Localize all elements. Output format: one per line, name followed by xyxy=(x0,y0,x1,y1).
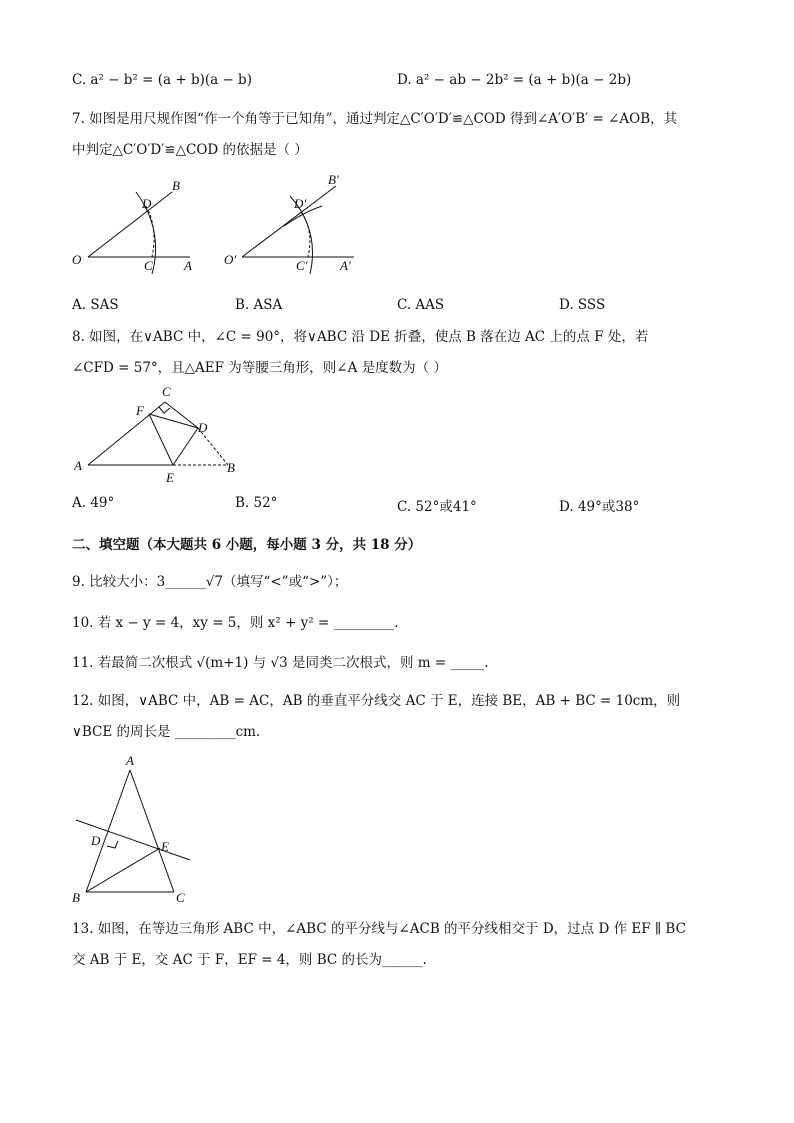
section-heading: 二、填空题（本大题共 6 小题，每小题 3 分，共 18 分） xyxy=(72,537,422,553)
q7-option-b: B. ASA xyxy=(235,297,283,313)
q10-text: 10. 若 x − y = 4，xy = 5，则 x² + y² = _________. xyxy=(72,615,399,631)
q7-fig1-label-c: C xyxy=(144,258,153,273)
q8-label-d: D xyxy=(198,420,208,435)
q6-option-d: D. a² − ab − 2b² = (a + b)(a − 2b) xyxy=(397,72,632,88)
q12-label-a: A xyxy=(126,753,134,768)
q12-label-b: B xyxy=(72,890,80,905)
q12-label-c: C xyxy=(176,890,185,905)
q12-text-line2: ∨BCE 的周长是 _________cm. xyxy=(72,724,261,740)
q8-option-d: D. 49°或38° xyxy=(559,499,640,515)
q7-fig2-label-a: A′ xyxy=(340,258,351,273)
q11-text: 11. 若最简二次根式 √(m+1) 与 √3 是同类二次根式，则 m = _____. xyxy=(72,655,489,671)
q6-option-c: C. a² − b² = (a + b)(a − b) xyxy=(72,72,252,88)
q12-text-line1: 12. 如图，∨ABC 中，AB = AC，AB 的垂直平分线交 AC 于 E，连接 BE，AB + BC = 10cm，则 xyxy=(72,693,681,709)
q7-text-line2: 中判定△C′O′D′≌△COD 的依据是（ ） xyxy=(72,142,308,158)
q7-fig2-label-c: C′ xyxy=(296,258,308,273)
q8-label-e: E xyxy=(166,470,174,485)
q8-label-b: B xyxy=(227,460,235,475)
q7-figure-2 xyxy=(222,170,372,280)
q7-fig2-label-o: O′ xyxy=(224,252,237,267)
q9-text: 9. 比较大小：3______√7（填写“<”或“>”）； xyxy=(72,574,348,590)
q8-text-line1: 8. 如图，在∨ABC 中，∠C = 90°，将∨ABC 沿 DE 折叠，使点 B 落在边 AC 上的点 F 处，若 xyxy=(72,329,649,345)
q7-fig1-label-d: D xyxy=(142,196,152,211)
q7-text-line1: 7. 如图是用尺规作图“作一个角等于已知角”，通过判定△C′O′D′≌△COD 得到∠A′O′B′ = ∠AOB，其 xyxy=(72,111,678,127)
q7-fig1-label-b: B xyxy=(172,178,180,193)
q7-option-c: C. AAS xyxy=(397,297,445,313)
q8-option-b: B. 52° xyxy=(235,495,278,511)
q8-label-c: C xyxy=(162,384,171,399)
q7-option-d: D. SSS xyxy=(559,297,606,313)
q13-text-line2: 交 AB 于 E，交 AC 于 F，EF = 4，则 BC 的长为______. xyxy=(72,952,427,968)
q7-fig2-label-b: B′ xyxy=(328,172,339,187)
q7-fig1-label-o: O xyxy=(72,252,82,267)
q7-figure-1 xyxy=(60,170,210,280)
q7-fig1-label-a: A xyxy=(184,258,192,273)
q12-figure xyxy=(70,752,200,907)
q8-figure xyxy=(70,382,250,487)
q8-label-f: F xyxy=(136,403,144,418)
q8-option-c: C. 52°或41° xyxy=(397,499,477,515)
q8-label-a: A xyxy=(74,458,82,473)
q13-text-line1: 13. 如图，在等边三角形 ABC 中，∠ABC 的平分线与∠ACB 的平分线相交于 D，过点 D 作 EF ∥ BC xyxy=(72,921,686,937)
q12-label-d: D xyxy=(91,833,101,848)
q8-text-line2: ∠CFD = 57°，且△AEF 为等腰三角形，则∠A 是度数为（ ） xyxy=(72,360,447,376)
q7-option-a: A. SAS xyxy=(72,297,119,313)
q7-fig2-label-d: D′ xyxy=(294,196,307,211)
q12-label-e: E xyxy=(161,839,169,854)
q8-option-a: A. 49° xyxy=(72,495,115,511)
